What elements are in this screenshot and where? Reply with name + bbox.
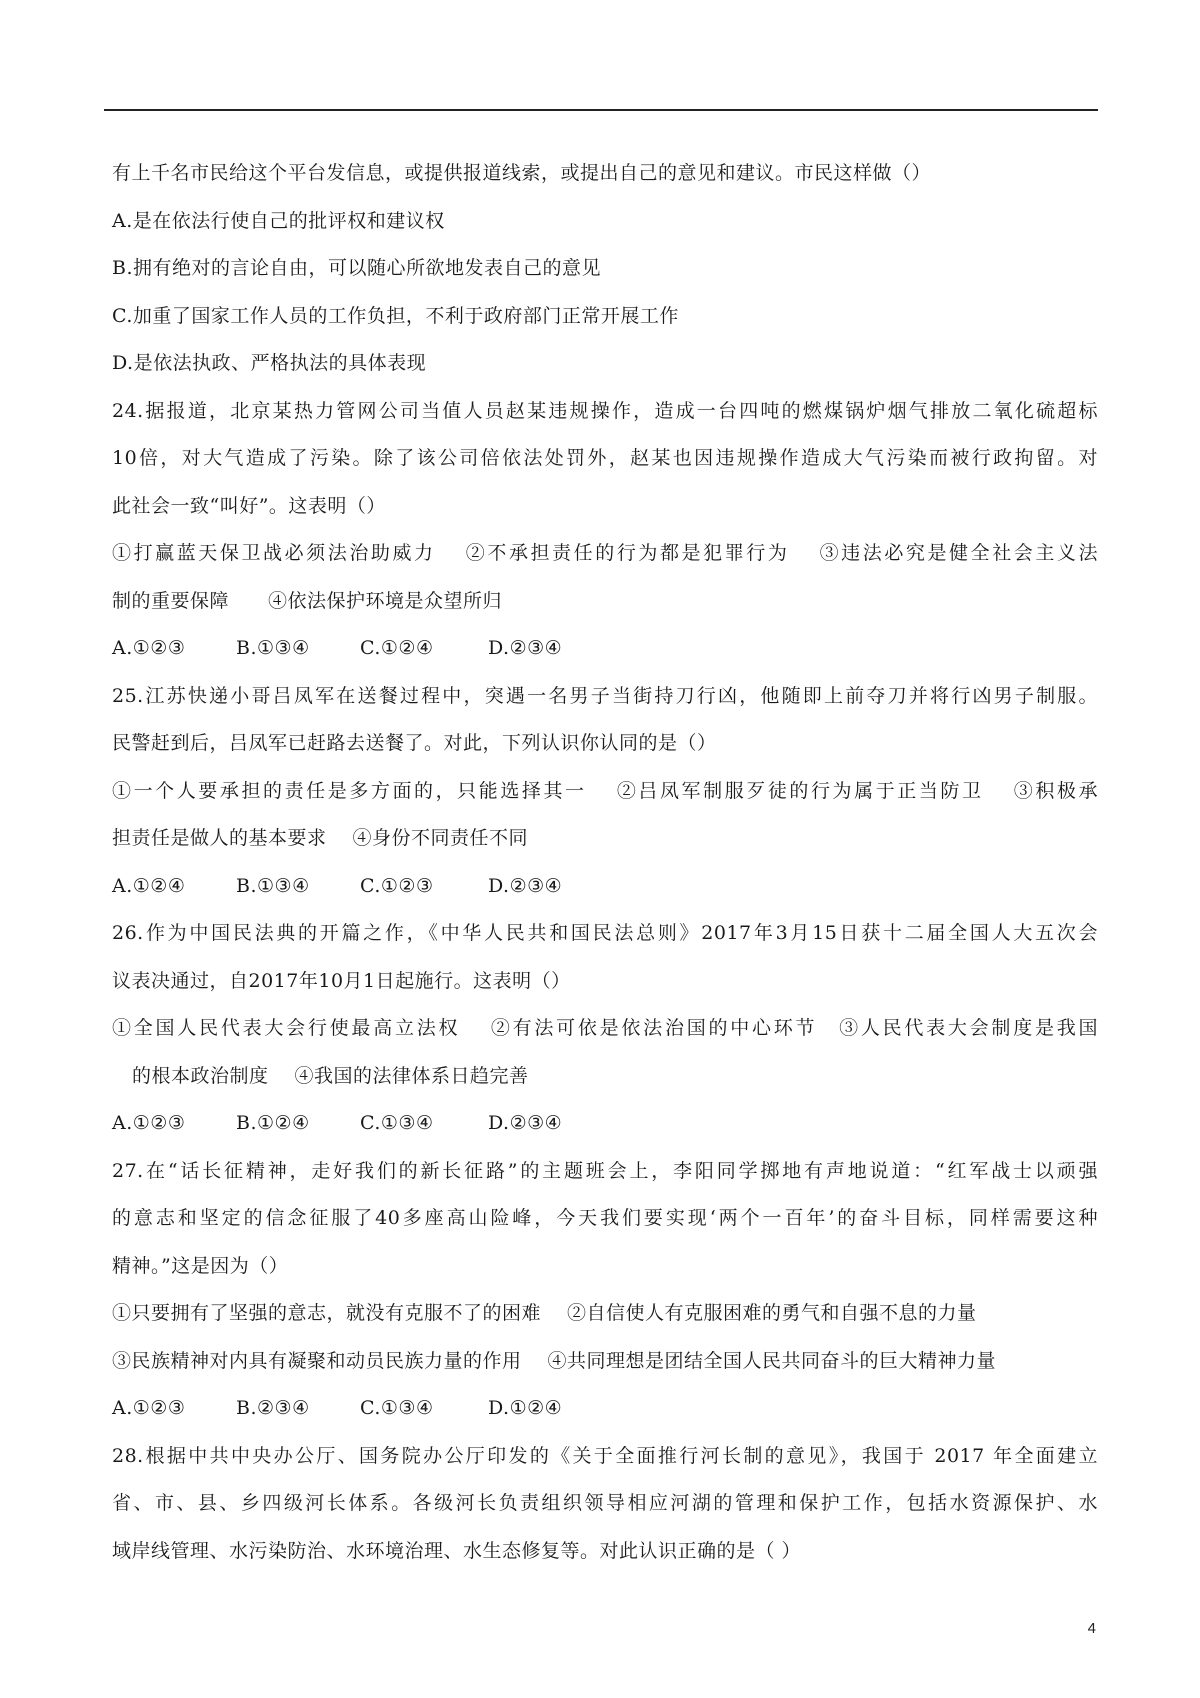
option-a: A.①②④ <box>112 874 186 897</box>
option-c: C.①②③ <box>360 874 434 897</box>
option-d: D.②③④ <box>488 874 563 897</box>
question-stem-line: 10倍，对大气造成了污染。除了该公司倍依法处罚外，赵某也因违规操作造成大气污染而被行政拘留。对 <box>112 447 1098 469</box>
option-b: B.拥有绝对的言论自由，可以随心所欲地发表自己的意见 <box>112 257 602 279</box>
statement-line: ①只要拥有了坚强的意志，就没有克服不了的困难 ②自信使人有克服困难的勇气和自强不息的力量 <box>112 1302 977 1324</box>
question-stem-line: 28.根据中共中央办公厅、国务院办公厅印发的《关于全面推行河长制的意见》，我国于 2017 年全面建立 <box>112 1444 1098 1467</box>
option-d: D.②③④ <box>488 1112 563 1134</box>
page-number: 4 <box>1087 1620 1096 1637</box>
statement-line: ①打赢蓝天保卫战必须法治助威力 ②不承担责任的行为都是犯罪行为 ③违法必究是健全社会主义法 <box>112 542 1098 564</box>
statement-line: ①一个人要承担的责任是多方面的，只能选择其一 ②吕凤军制服歹徒的行为属于正当防卫 ③积极承 <box>112 779 1098 802</box>
option-b: B.①③④ <box>236 637 310 659</box>
options-row <box>112 863 1098 911</box>
header-rule <box>104 109 1098 111</box>
question-stem-line: 民警赶到后，吕凤军已赶路去送餐了。对此，下列认识你认同的是（） <box>112 732 717 754</box>
option-c: C.①②④ <box>360 637 434 659</box>
statement-line: 制的重要保障 ④依法保护环境是众望所归 <box>112 589 503 612</box>
option-a: A.是在依法行使自己的批评权和建议权 <box>112 209 445 232</box>
statement-line: ③民族精神对内具有凝聚和动员民族力量的作用 ④共同理想是团结全国人民共同奋斗的巨大精神力量 <box>112 1349 997 1372</box>
question-stem-line: 27.在“话长征精神，走好我们的新长征路”的主题班会上，李阳同学掷地有声地说道：“红军战士以顽强 <box>112 1159 1098 1182</box>
option-d: D.②③④ <box>488 637 563 659</box>
question-stem-line: 省、市、县、乡四级河长体系。各级河长负责组织领导相应河湖的管理和保护工作，包括水资源保护、水 <box>112 1492 1098 1514</box>
exam-page-content <box>112 150 1098 1575</box>
statement-line: 的根本政治制度 ④我国的法律体系日趋完善 <box>132 1064 529 1087</box>
question-stem-line: 26.作为中国民法典的开篇之作，《中华人民共和国民法总则》2017年3月15日获十二届全国人大五次会 <box>112 922 1098 944</box>
option-c: C.①③④ <box>360 1397 434 1419</box>
question-stem-line: 精神。”这是因为（） <box>112 1254 289 1277</box>
question-28 <box>112 1433 1098 1576</box>
question-stem-line: 25.江苏快递小哥吕凤军在送餐过程中，突遇一名男子当街持刀行凶，他随即上前夺刀并将行凶男子制服。 <box>112 684 1098 707</box>
question-stem-line: 的意志和坚定的信念征服了40多座高山险峰，今天我们要实现‘两个一百年’的奋斗目标，同样需要这种 <box>112 1207 1098 1229</box>
option-a: A.①②③ <box>112 637 186 659</box>
option-d: D.是依法执政、严格执法的具体表现 <box>112 352 427 374</box>
option-d: D.①②④ <box>488 1397 563 1419</box>
question-27 <box>112 1148 1098 1433</box>
option-b: B.①③④ <box>236 874 310 897</box>
statement-line: 担责任是做人的基本要求 ④身份不同责任不同 <box>112 827 529 849</box>
options-row <box>112 625 1098 673</box>
question-26 <box>112 910 1098 1148</box>
question-25 <box>112 673 1098 911</box>
option-b: B.②③④ <box>236 1397 310 1419</box>
option-b: B.①②④ <box>236 1112 310 1134</box>
options-row <box>112 1100 1098 1148</box>
question-23 <box>112 150 1098 388</box>
option-a: A.①②③ <box>112 1112 186 1134</box>
question-stem-line: 此社会一致“叫好”。这表明（） <box>112 494 386 517</box>
options-row <box>112 1385 1098 1433</box>
statement-line: ①全国人民代表大会行使最高立法权 ②有法可依是依法治国的中心环节 ③人民代表大会制度是我国 <box>112 1017 1098 1039</box>
question-stem-line: 有上千名市民给这个平台发信息，或提供报道线索，或提出自己的意见和建议。市民这样做（） <box>112 162 932 184</box>
question-stem-line: 24.据报道，北京某热力管网公司当值人员赵某违规操作，造成一台四吨的燃煤锅炉烟气排放二氧化硫超标 <box>112 399 1098 422</box>
option-c: C.①③④ <box>360 1112 434 1134</box>
option-a: A.①②③ <box>112 1397 186 1419</box>
question-stem-line: 议表决通过，自2017年10月1日起施行。这表明（） <box>112 969 571 992</box>
question-stem-line: 域岸线管理、水污染防治、水环境治理、水生态修复等。对此认识正确的是（ ） <box>112 1539 802 1562</box>
option-c: C.加重了国家工作人员的工作负担，不利于政府部门正常开展工作 <box>112 304 679 327</box>
question-24 <box>112 388 1098 673</box>
